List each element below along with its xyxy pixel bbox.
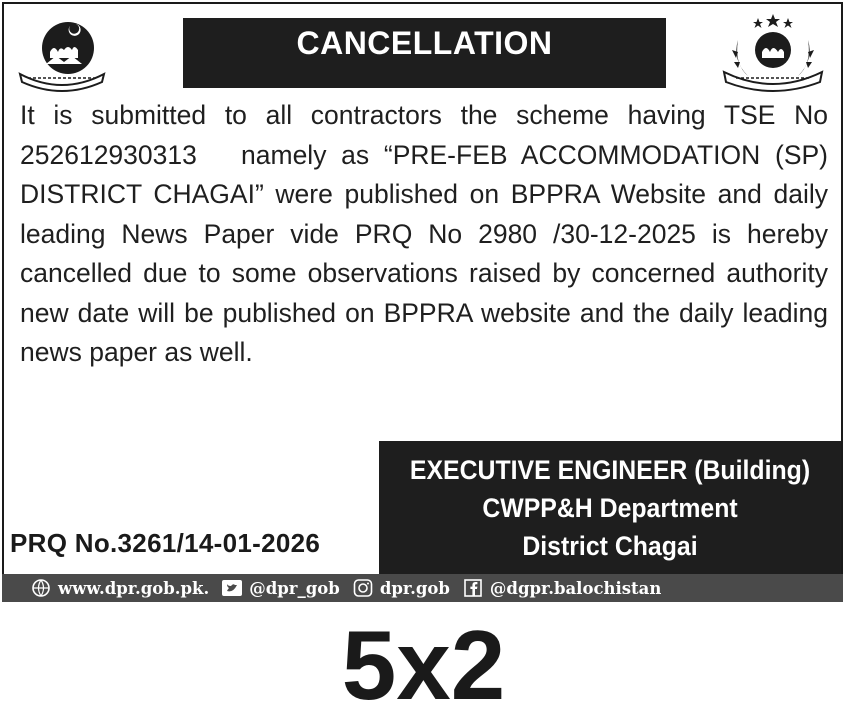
notice-title: CANCELLATION (296, 24, 553, 61)
footer-website[interactable] (30, 579, 209, 598)
instagram-icon (352, 579, 374, 597)
facebook-handle[interactable]: @dgpr.balochistan (489, 578, 662, 598)
globe-icon (30, 579, 52, 597)
instagram-handle[interactable]: dpr.gob (379, 578, 450, 598)
notice-body (20, 96, 828, 373)
body-line: cancelled due to some observations raised by concerned authority (20, 258, 828, 288)
website-link[interactable]: www.dpr.gob.pk. (58, 578, 210, 598)
body-line: new date will be published on BPPRA website and the daily leading (20, 297, 828, 328)
footer-twitter[interactable] (221, 579, 340, 598)
facebook-icon (462, 579, 484, 597)
contact-footer (2, 574, 843, 602)
footer-instagram[interactable] (352, 579, 450, 598)
body-line: It is submitted to all contractors the scheme having TSE No (20, 100, 828, 130)
twitter-icon (221, 579, 243, 597)
dgpr-emblem-logo (718, 10, 828, 94)
body-line: news paper as well. (20, 337, 253, 367)
cancellation-title-banner (183, 18, 666, 88)
signatory-block (379, 441, 841, 576)
signatory-department: CWPP&H Department (482, 493, 738, 523)
body-line: 252612930313 namely as “PRE-FEB ACCOMMODATION (SP) (20, 139, 828, 170)
signatory-district: District Chagai (522, 531, 698, 561)
footer-facebook[interactable] (462, 579, 661, 598)
twitter-handle[interactable]: @dpr_gob (249, 578, 340, 598)
balochistan-emblem-logo (14, 12, 110, 96)
signatory-designation: EXECUTIVE ENGINEER (Building) (409, 455, 811, 485)
body-line: DISTRICT CHAGAI” were published on BPPRA Website and daily (20, 179, 828, 209)
ad-size-label: 5x2 (341, 610, 506, 720)
body-line: leading News Paper vide PRQ No 2980 /30-12-2025 is hereby (20, 218, 828, 249)
prq-number: PRQ No.3261/14-01-2026 (10, 528, 321, 558)
